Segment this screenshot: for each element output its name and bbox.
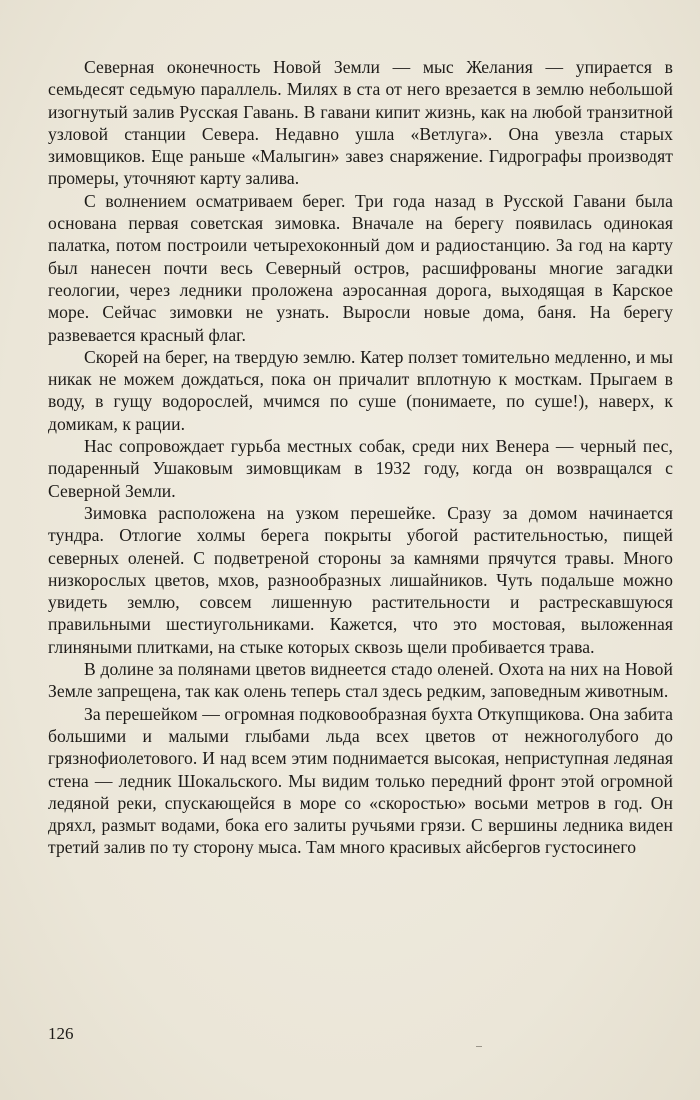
body-text xyxy=(48,56,673,859)
paragraph: Скорей на берег, на твердую землю. Катер ползет томительно медленно, и мы никак не можем дождаться, пока он причалит вплотную к мосткам. Прыгаем в воду, в гущу водорослей, мчимся по суше (понимаете, по суше!), наверх, к домикам, к рации. xyxy=(48,346,673,434)
paragraph: Зимовка расположена на узком перешейке. Сразу за домом начинается тундра. Отлогие холмы берега покрыты убогой растительностью, пищей северных оленей. С подветреной стороны за камнями прячутся травы. Много низкорослых цветов, мхов, разнообразных лишайников. Чуть подальше можно увидеть землю, совсем лишенную растительности и растрескавшуюся правильными шестиугольниками. Кажется, что это мостовая, выложенная глиняными плитками, на стыке которых сквозь щели пробивается трава. xyxy=(48,502,673,657)
print-speck xyxy=(476,1046,482,1047)
paragraph: За перешейком — огромная подковообразная бухта Откупщикова. Она забита большими и малыми глыбами льда всех цветов от нежноголубого до грязнофиолетового. И над всем этим поднимается высокая, неприступная ледяная стена — ледник Шокальского. Мы видим только передний фронт этой огромной ледяной реки, спускающейся в море со «скоростью» восьми метров в год. Он дряхл, размыт водами, бока его залиты ручьями грязи. С вершины ледника виден третий залив по ту сторону мыса. Там много красивых айсбергов густосинего xyxy=(48,703,673,858)
paragraph: Северная оконечность Новой Земли — мыс Желания — упирается в семьдесят седьмую параллель. Милях в ста от него врезается в землю небольшой изогнутый залив Русская Гавань. В гавани кипит жизнь, как на любой транзитной узловой станции Севера. Недавно ушла «Ветлуга». Она увезла старых зимовщиков. Еще раньше «Малыгин» завез снаряжение. Гидрографы производят промеры, уточняют карту залива. xyxy=(48,57,673,189)
paragraph: Нас сопровождает гурьба местных собак, среди них Венера — черный пес, подаренный Ушаковым зимовщикам в 1932 году, когда он возвращался с Северной Земли. xyxy=(48,436,673,501)
page-number: 126 xyxy=(48,1024,74,1043)
paragraph: С волнением осматриваем берег. Три года назад в Русской Гавани была основана первая советская зимовка. Вначале на берегу появилась одинокая палатка, потом построили четырехоконный дом и радиостанцию. За год на карту был нанесен почти весь Северный остров, расшифрованы многие загадки геологии, через ледники проложена аэросанная дорога, выходящая в Карское море. Сейчас зимовки не узнать. Выросли новые дома, баня. На берегу развевается красный флаг. xyxy=(48,190,673,345)
paragraph: В долине за полянами цветов виднеется стадо оленей. Охота на них на Новой Земле запрещена, так как олень теперь стал здесь редким, заповедным животным. xyxy=(48,659,673,702)
